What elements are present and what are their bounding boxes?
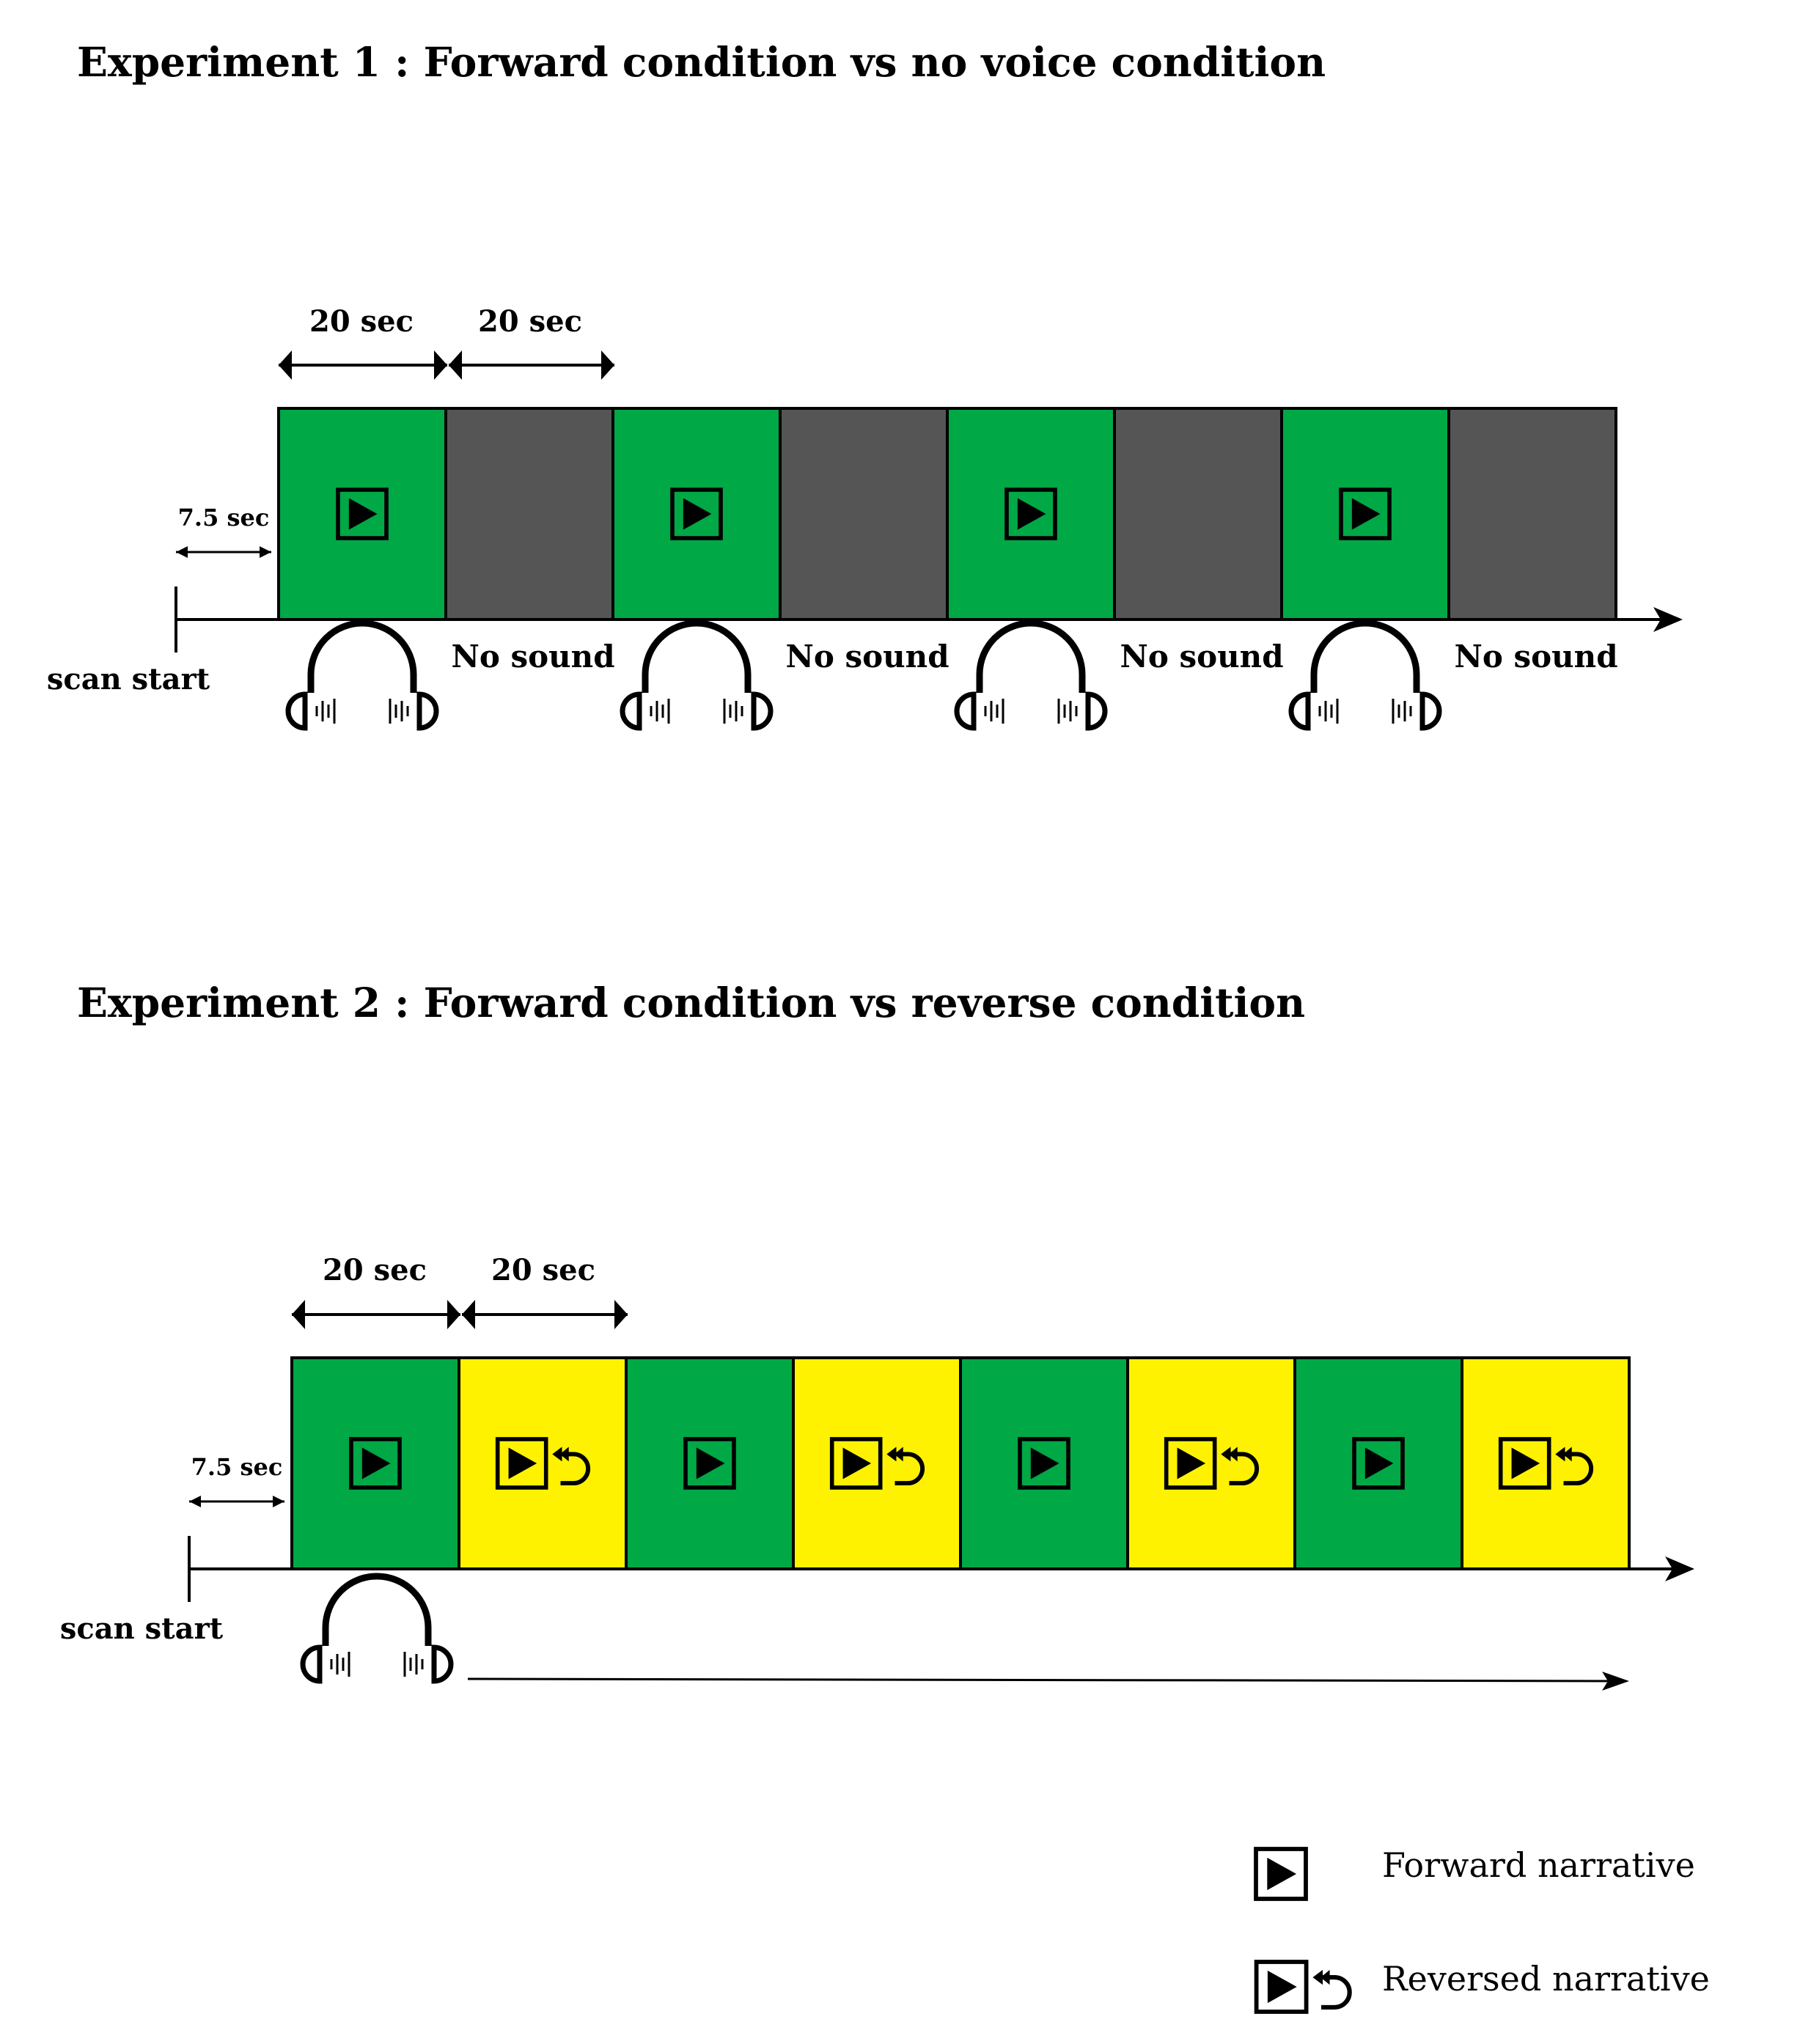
scan-start-label: scan start (46, 662, 210, 696)
forward-block (947, 408, 1114, 620)
experiment-1-audio-row (288, 623, 1618, 728)
offset-arrow (189, 1496, 284, 1507)
forward-block (292, 1358, 459, 1569)
duration-label-2: 20 sec (478, 304, 582, 339)
headphones-icon (957, 623, 1105, 728)
no-sound-block (1449, 408, 1616, 620)
reversed-block (459, 1358, 626, 1569)
no-sound-label: No sound (1454, 639, 1618, 674)
experiment-1-timeline (47, 304, 1683, 728)
legend-forward-label: Forward narrative (1382, 1845, 1695, 1885)
duration-arrow-2 (462, 1300, 628, 1329)
duration-label-1: 20 sec (323, 1253, 427, 1287)
duration-label-2: 20 sec (491, 1253, 595, 1287)
headphones-icon (622, 623, 771, 728)
offset-label: 7.5 sec (177, 504, 270, 532)
play-icon (1256, 1849, 1306, 1899)
forward-block (960, 1358, 1128, 1569)
experiment-2-blocks (292, 1358, 1629, 1569)
legend (1256, 1845, 1710, 2012)
experiment-2-timeline (60, 1253, 1694, 1691)
no-sound-label: No sound (1120, 639, 1284, 674)
reversed-block (793, 1358, 960, 1569)
headphones-icon (288, 623, 436, 728)
forward-block (279, 408, 446, 620)
duration-label-1: 20 sec (309, 304, 414, 339)
experiment-2-audio-row (303, 1576, 451, 1681)
no-sound-label: No sound (785, 639, 949, 674)
reversed-block (1128, 1358, 1295, 1569)
experiment-2-title: Experiment 2 : Forward condition vs reverse condition (77, 979, 1306, 1026)
legend-play-icon (1256, 1849, 1306, 1899)
no-sound-block (1114, 408, 1282, 620)
offset-label: 7.5 sec (191, 1453, 283, 1481)
no-sound-block (780, 408, 947, 620)
duration-arrow-1 (292, 1300, 460, 1329)
offset-arrow (176, 546, 271, 558)
reversed-block (1462, 1358, 1629, 1569)
forward-block (1295, 1358, 1462, 1569)
duration-arrow-2 (449, 350, 614, 380)
play-icon (1257, 1962, 1307, 2012)
scan-start-label: scan start (59, 1611, 224, 1646)
duration-arrow-1 (279, 350, 447, 380)
experiment-1-blocks (279, 408, 1616, 620)
no-sound-label: No sound (451, 639, 615, 674)
play-reverse-icon (1257, 1962, 1350, 2012)
forward-block (613, 408, 780, 620)
continuous-audio-arrow (468, 1679, 1620, 1681)
legend-reversed-label: Reversed narrative (1382, 1959, 1710, 1999)
forward-block (626, 1358, 793, 1569)
forward-block (1282, 408, 1449, 620)
experiment-1-title: Experiment 1 : Forward condition vs no voice condition (77, 38, 1326, 86)
no-sound-block (446, 408, 613, 620)
headphones-icon (1291, 623, 1439, 728)
legend-play-reverse-icon (1257, 1962, 1350, 2012)
headphones-icon (303, 1576, 451, 1681)
